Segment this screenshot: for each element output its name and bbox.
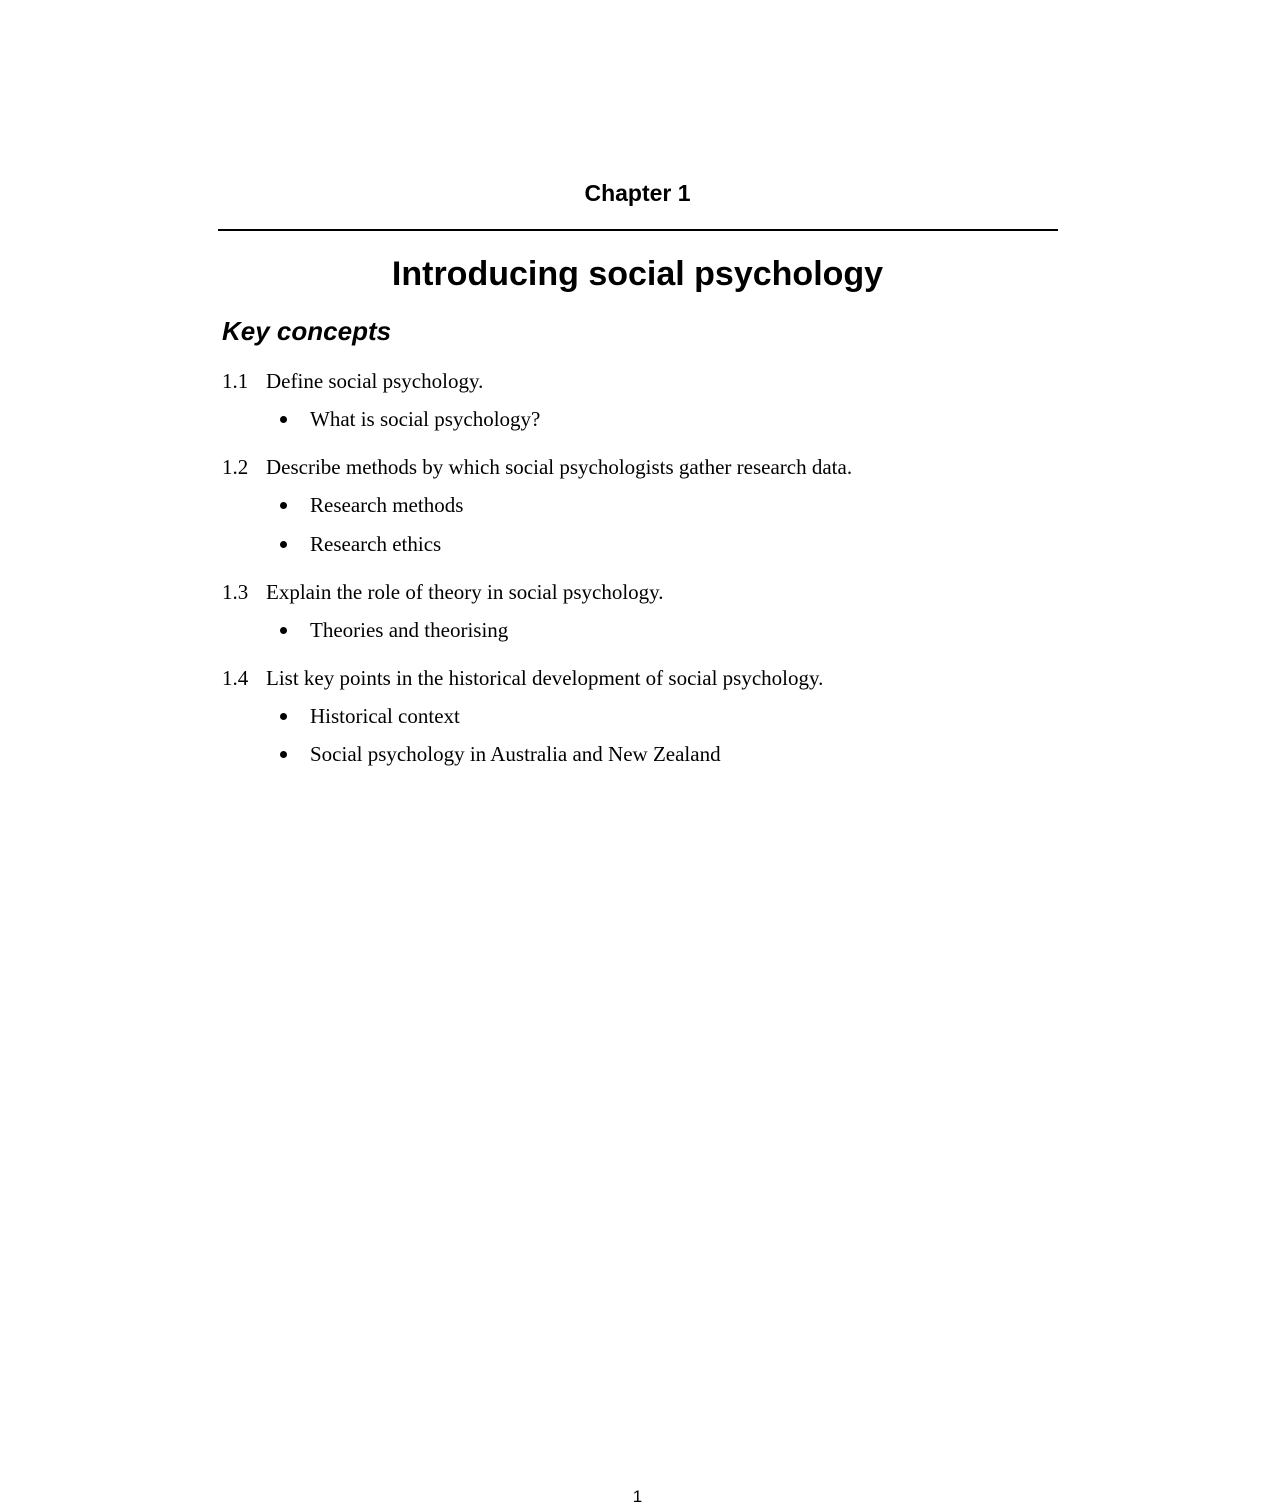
concept-text: Define social psychology. [266, 369, 484, 393]
key-concepts-list [222, 366, 1062, 787]
concept-item [222, 577, 1062, 645]
concept-item [222, 366, 1062, 434]
bullet-text: Historical context [310, 703, 460, 728]
bullet-text: Research methods [310, 493, 464, 517]
concept-bullets [222, 490, 1062, 559]
bullet-icon [266, 404, 310, 434]
concept-bullets [222, 701, 1062, 770]
bullet-item [222, 490, 1062, 520]
bullet-text: What is social psychology? [310, 407, 541, 431]
chapter-title: Introducing social psychology [391, 255, 884, 293]
bullet-icon [266, 529, 310, 559]
chapter-label: Chapter 1 [584, 180, 691, 206]
bullet-text: Theories and theorising [310, 617, 509, 642]
concept-bullets [222, 404, 1062, 434]
page-number: 1 [632, 1487, 643, 1506]
concept-number: 1.2 [222, 455, 249, 479]
bullet-item [222, 739, 1062, 769]
bullet-item [222, 615, 1062, 645]
bullet-icon [266, 701, 310, 731]
concept-text: Explain the role of theory in social psychology. [266, 579, 664, 604]
bullet-item [222, 701, 1062, 731]
bullet-item [222, 529, 1062, 559]
concept-bullets [222, 615, 1062, 645]
concept-number: 1.3 [222, 579, 249, 604]
bullet-item [222, 404, 1062, 434]
concept-item [222, 452, 1062, 559]
chapter-divider [218, 229, 1058, 231]
key-concepts-heading: Key concepts [222, 316, 392, 346]
bullet-text: Research ethics [310, 531, 442, 556]
bullet-icon [266, 490, 310, 520]
concept-number: 1.4 [222, 665, 249, 690]
bullet-icon [266, 615, 310, 645]
bullet-text: Social psychology in Australia and New Zealand [310, 742, 721, 766]
bullet-icon [266, 739, 310, 769]
concept-text: List key points in the historical development of social psychology. [266, 665, 824, 690]
concept-number: 1.1 [222, 369, 249, 393]
concept-item [222, 663, 1062, 770]
concept-text: Describe methods by which social psychologists gather research data. [266, 455, 853, 479]
